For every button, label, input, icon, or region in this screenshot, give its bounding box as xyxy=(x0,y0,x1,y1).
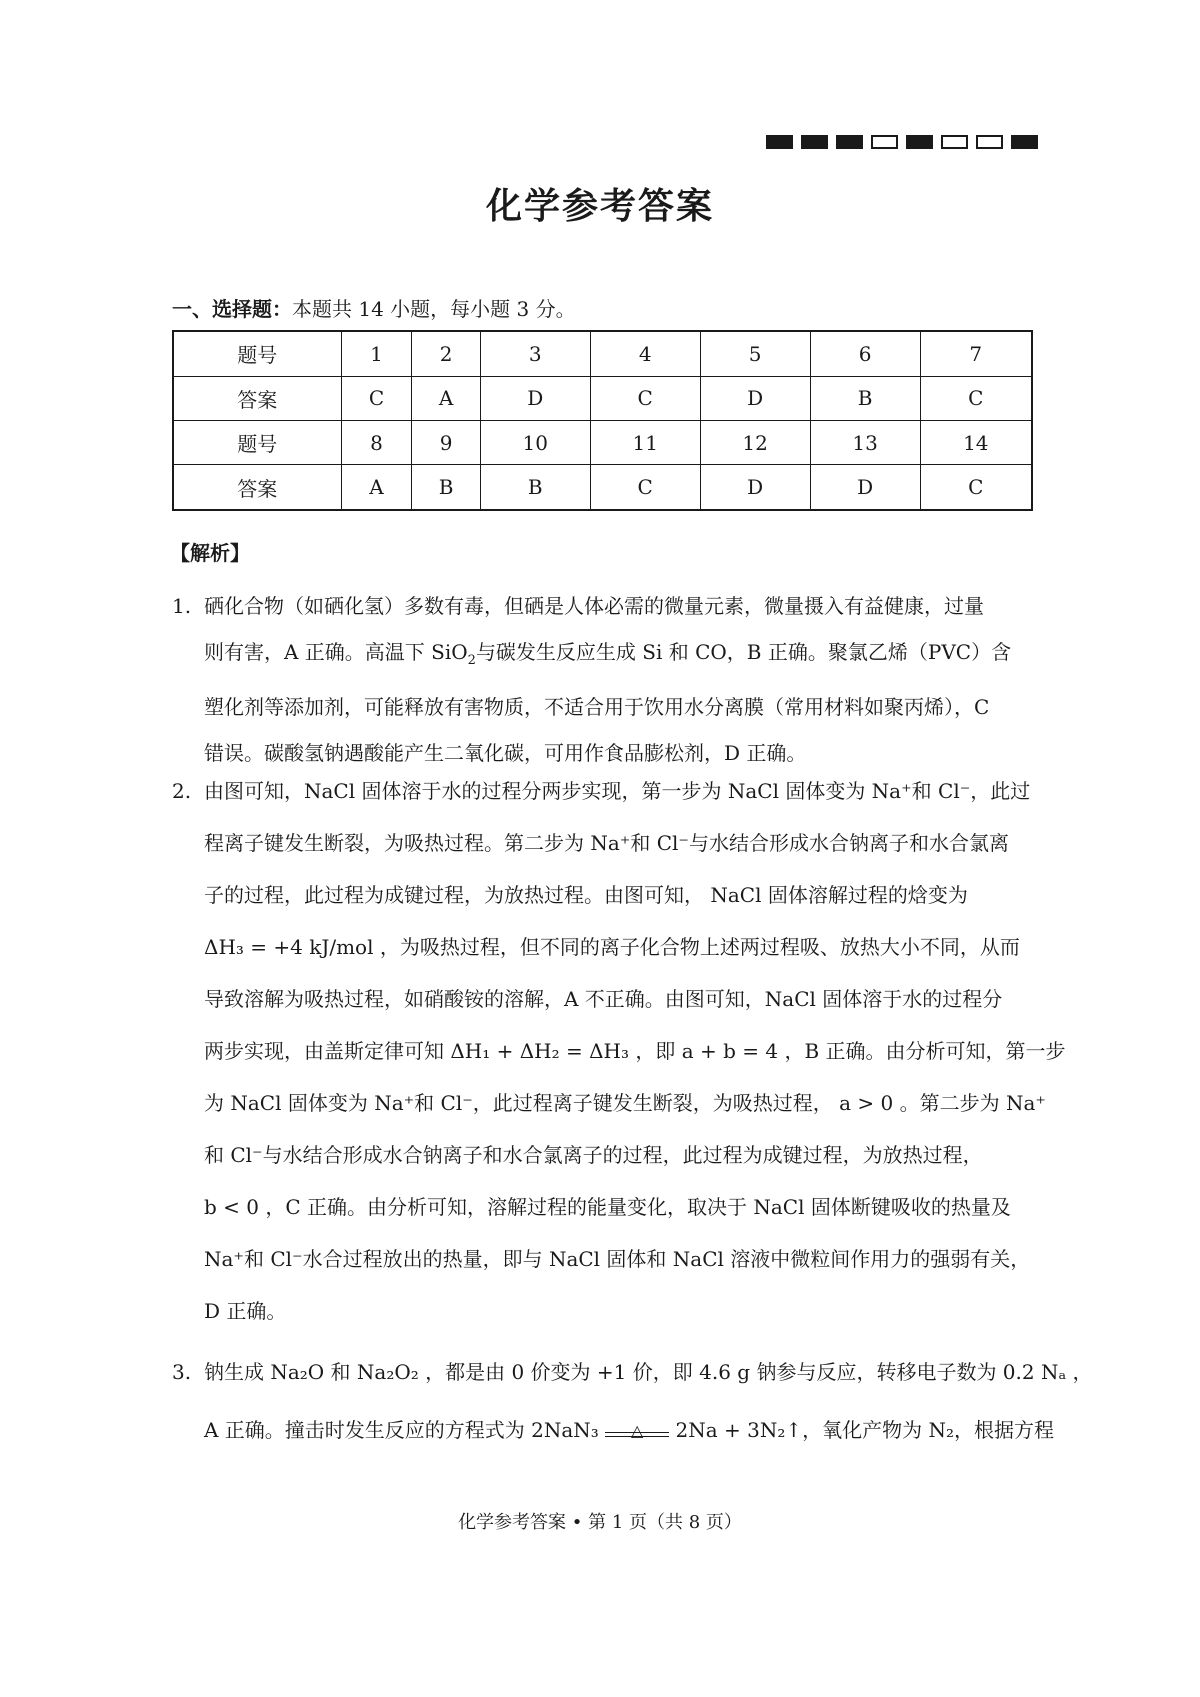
table-row xyxy=(173,331,1032,376)
table-cell: 9 xyxy=(412,420,480,464)
analysis-item-2 xyxy=(172,765,1066,1337)
table-cell: 1 xyxy=(341,331,412,376)
item-text: Na⁺和 Cl⁻水合过程放出的热量，即与 NaCl 固体和 NaCl 溶液中微粒间作用力的强弱有关， xyxy=(204,1247,1031,1271)
section-heading-detail: 本题共 14 小题，每小题 3 分。 xyxy=(292,297,576,321)
item-text: D 正确。 xyxy=(204,1299,287,1323)
item-text: ΔH₃ = +4 kJ/mol ，为吸热过程，但不同的离子化合物上述两过程吸、放热大小不同，从而 xyxy=(204,935,1020,959)
analysis-item-3 xyxy=(172,1343,1093,1459)
item-number: 2. xyxy=(172,779,192,803)
item-text: 错误。碳酸氢钠遇酸能产生二氧化碳，可用作食品膨松剂，D 正确。 xyxy=(204,741,807,765)
header-square-marks xyxy=(766,135,1038,149)
item-text: 硒化合物（如硒化氢）多数有毒，但硒是人体必需的微量元素，微量摄入有益健康，过量 xyxy=(204,594,984,618)
square-mark-4 xyxy=(871,135,898,149)
row-header-cell: 答案 xyxy=(173,376,341,420)
table-cell: B xyxy=(412,465,480,510)
answer-table xyxy=(172,330,1033,511)
table-row xyxy=(173,465,1032,510)
table-cell: 7 xyxy=(920,331,1032,376)
page-footer: 化学参考答案 • 第 1 页（共 8 页） xyxy=(458,1512,742,1533)
table-cell: D xyxy=(700,465,810,510)
item-text: 导致溶解为吸热过程，如硝酸铵的溶解，A 不正确。由图可知，NaCl 固体溶于水的过程分 xyxy=(204,987,1003,1011)
section-heading xyxy=(172,293,576,322)
item-text: 2Na + 3N₂↑，氧化产物为 N₂，根据方程 xyxy=(675,1418,1055,1442)
table-cell: 3 xyxy=(480,331,590,376)
item-text: 程离子键发生断裂，为吸热过程。第二步为 Na⁺和 Cl⁻与水结合形成水合钠离子和水合氯离 xyxy=(204,831,1009,855)
square-mark-5 xyxy=(906,135,933,149)
analysis-label: 【解析】 xyxy=(170,541,250,565)
table-cell: 14 xyxy=(920,420,1032,464)
square-mark-1 xyxy=(766,135,793,149)
row-header-cell: 答案 xyxy=(173,465,341,510)
table-cell: 2 xyxy=(412,331,480,376)
square-mark-6 xyxy=(941,135,968,149)
square-mark-2 xyxy=(801,135,828,149)
table-cell: 13 xyxy=(810,420,920,464)
square-mark-3 xyxy=(836,135,863,149)
row-header-cell: 题号 xyxy=(173,331,341,376)
table-cell: C xyxy=(920,465,1032,510)
table-cell: C xyxy=(590,465,700,510)
table-cell: C xyxy=(920,376,1032,420)
square-mark-7 xyxy=(976,135,1003,149)
item-text: 塑化剂等添加剂，可能释放有害物质，不适合用于饮用水分离膜（常用材料如聚丙烯），C xyxy=(204,695,990,719)
item-text: 和 Cl⁻与水结合形成水合钠离子和水合氯离子的过程，此过程为成键过程，为放热过程， xyxy=(204,1143,983,1167)
table-cell: C xyxy=(590,376,700,420)
item-text: 钠生成 Na₂O 和 Na₂O₂ ，都是由 0 价变为 +1 价，即 4.6 g 钠参与反应，转移电子数为 0.2 Nₐ ， xyxy=(204,1360,1093,1384)
table-cell: B xyxy=(810,376,920,420)
table-cell: 10 xyxy=(480,420,590,464)
item-number: 1. xyxy=(172,594,192,618)
item-text: 为 NaCl 固体变为 Na⁺和 Cl⁻，此过程离子键发生断裂，为吸热过程， a > 0 。第二步为 Na⁺ xyxy=(204,1091,1046,1115)
table-cell: 11 xyxy=(590,420,700,464)
table-cell: 5 xyxy=(700,331,810,376)
table-cell: C xyxy=(341,376,412,420)
item-text: 两步实现，由盖斯定律可知 ΔH₁ + ΔH₂ = ΔH₃ ，即 a + b = 4 ，B 正确。由分析可知，第一步 xyxy=(204,1039,1066,1063)
item-text: 由图可知，NaCl 固体溶于水的过程分两步实现，第一步为 NaCl 固体变为 Na⁺和 Cl⁻，此过 xyxy=(204,779,1031,803)
row-header-cell: 题号 xyxy=(173,420,341,464)
section-heading-prefix: 一、选择题： xyxy=(172,297,292,321)
item-text: b < 0 ，C 正确。由分析可知，溶解过程的能量变化，取决于 NaCl 固体断键吸收的热量及 xyxy=(204,1195,1011,1219)
reaction-condition-arrow xyxy=(605,1421,669,1440)
item-text: 则有害，A 正确。高温下 SiO xyxy=(204,640,468,664)
table-cell: D xyxy=(480,376,590,420)
table-cell: 8 xyxy=(341,420,412,464)
table-cell: A xyxy=(412,376,480,420)
heat-symbol: △ xyxy=(631,1421,644,1440)
item-text: 子的过程，此过程为成键过程，为放热过程。由图可知， NaCl 固体溶解过程的焓变为 xyxy=(204,883,968,907)
table-cell: 4 xyxy=(590,331,700,376)
item-number: 3. xyxy=(172,1360,192,1384)
table-row xyxy=(173,420,1032,464)
item-text: 与碳发生反应生成 Si 和 CO，B 正确。聚氯乙烯（PVC）含 xyxy=(475,640,1012,664)
table-cell: 6 xyxy=(810,331,920,376)
square-mark-8 xyxy=(1011,135,1038,149)
table-cell: D xyxy=(810,465,920,510)
table-row xyxy=(173,376,1032,420)
page-title: 化学参考答案 xyxy=(485,185,714,227)
table-cell: B xyxy=(480,465,590,510)
table-cell: 12 xyxy=(700,420,810,464)
table-cell: D xyxy=(700,376,810,420)
item-text: A 正确。撞击时发生反应的方程式为 2NaN₃ xyxy=(204,1418,599,1442)
table-cell: A xyxy=(341,465,412,510)
analysis-item-1: 1. 硒化合物（如硒化氢）多数有毒，但硒是人体必需的微量元素，微量摄入有益健康，过量 则有害，A 正确。高温下 SiO$_2$与碳发生反应生成 Si 和 CO，B 正确。聚氯乙烯（PVC）含 塑化剂等添加剂，可能释放有害物质，不适合用于饮用水分离膜（常用材料如聚丙烯），C 错误。碳酸氢钠遇酸能产生二氧化碳，可用作食品膨松剂，D 正确。 xyxy=(172,583,1034,776)
